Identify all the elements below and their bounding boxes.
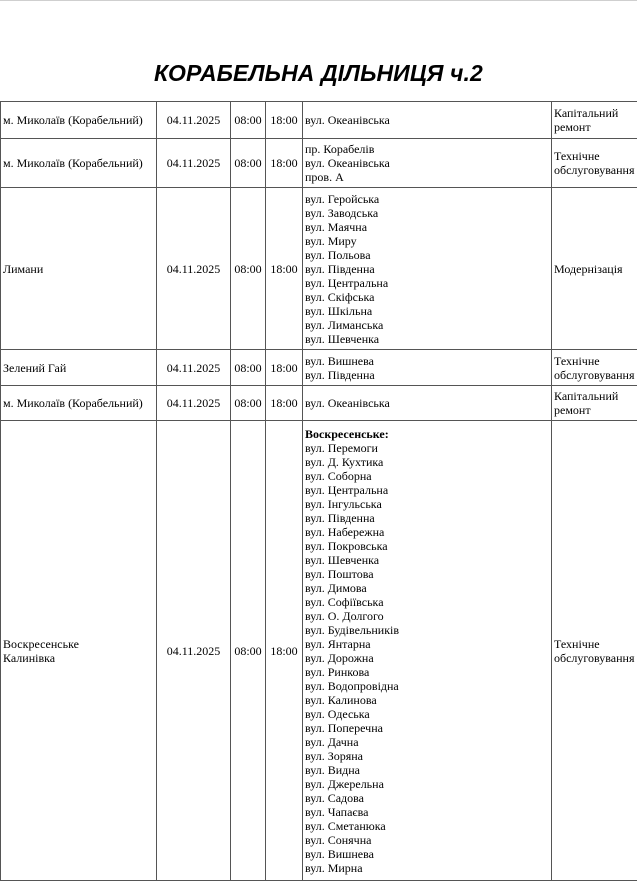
end-time-cell: 18:00 — [266, 102, 303, 139]
work-type-text: Модернізація — [554, 262, 637, 276]
work-type-text: ремонт — [554, 120, 637, 134]
end-time-cell: 18:00 — [266, 139, 303, 188]
street-item: вул. Океанівська — [305, 156, 549, 170]
location-cell — [1, 139, 157, 188]
settlement-heading: Воскресенське: — [305, 427, 549, 441]
street-item: вул. Перемоги — [305, 441, 549, 455]
street-item: вул. Покровська — [305, 539, 549, 553]
street-item: вул. Софіївська — [305, 595, 549, 609]
work-type-cell — [552, 386, 637, 421]
work-type-text: Технічне — [554, 637, 637, 651]
street-item: вул. Маячна — [305, 220, 549, 234]
start-time-cell: 08:00 — [231, 386, 266, 421]
street-item: вул. Будівельників — [305, 623, 549, 637]
street-item: пров. А — [305, 170, 549, 184]
street-item: вул. Ринкова — [305, 665, 549, 679]
street-item: вул. Зоряна — [305, 749, 549, 763]
streets-cell — [303, 421, 552, 881]
location-cell — [1, 421, 157, 881]
work-type-text: обслуговування — [554, 163, 637, 177]
street-item: вул. Поперечна — [305, 721, 549, 735]
street-item: вул. Сонячна — [305, 833, 549, 847]
schedule-body — [1, 102, 637, 881]
location-cell — [1, 102, 157, 139]
start-time-cell: 08:00 — [231, 350, 266, 386]
street-item: вул. Скіфська — [305, 290, 549, 304]
date-cell: 04.11.2025 — [157, 421, 231, 881]
street-item: пр. Корабелів — [305, 142, 549, 156]
street-item: вул. Вишнева — [305, 847, 549, 861]
street-list — [305, 396, 549, 410]
table-row — [1, 102, 637, 139]
start-time-cell: 08:00 — [231, 421, 266, 881]
street-item: вул. Південна — [305, 262, 549, 276]
outage-schedule-table — [0, 101, 637, 881]
street-item: вул. Д. Кухтика — [305, 455, 549, 469]
street-item: вул. Димова — [305, 581, 549, 595]
date-cell: 04.11.2025 — [157, 139, 231, 188]
work-type-cell — [552, 102, 637, 139]
work-type-text: ремонт — [554, 403, 637, 417]
street-item: вул. Миру — [305, 234, 549, 248]
street-item: вул. Сметанюка — [305, 819, 549, 833]
street-item: вул. Калинова — [305, 693, 549, 707]
end-time-cell: 18:00 — [266, 421, 303, 881]
street-item: вул. Польова — [305, 248, 549, 262]
street-item: вул. Дачна — [305, 735, 549, 749]
street-item: вул. Океанівська — [305, 396, 549, 410]
top-divider — [0, 0, 637, 1]
street-item: вул. О. Долгого — [305, 609, 549, 623]
location-name: Воскресенське — [3, 637, 154, 651]
end-time-cell: 18:00 — [266, 188, 303, 350]
street-item: вул. Центральна — [305, 276, 549, 290]
street-item: вул. Південна — [305, 511, 549, 525]
work-type-text: Капітальний — [554, 106, 637, 120]
work-type-cell — [552, 350, 637, 386]
streets-cell — [303, 386, 552, 421]
streets-cell — [303, 102, 552, 139]
table-row — [1, 386, 637, 421]
street-item: вул. Шевченка — [305, 332, 549, 346]
street-list — [305, 354, 549, 382]
street-item: вул. Садова — [305, 791, 549, 805]
street-item: вул. Мирна — [305, 861, 549, 875]
start-time-cell: 08:00 — [231, 102, 266, 139]
date-cell: 04.11.2025 — [157, 188, 231, 350]
street-list — [305, 113, 549, 127]
streets-cell — [303, 139, 552, 188]
location-name: м. Миколаїв (Корабельний) — [3, 113, 154, 127]
street-item: вул. Дорожна — [305, 651, 549, 665]
work-type-text: Капітальний — [554, 389, 637, 403]
location-cell — [1, 350, 157, 386]
work-type-text: обслуговування — [554, 368, 637, 382]
work-type-cell — [552, 139, 637, 188]
street-item: вул. Інгульська — [305, 497, 549, 511]
date-cell: 04.11.2025 — [157, 386, 231, 421]
street-item: вул. Поштова — [305, 567, 549, 581]
location-name: Калинівка — [3, 651, 154, 665]
street-item: вул. Соборна — [305, 469, 549, 483]
work-type-cell — [552, 421, 637, 881]
street-item: вул. Водопровідна — [305, 679, 549, 693]
street-item: вул. Центральна — [305, 483, 549, 497]
street-item: вул. Океанівська — [305, 113, 549, 127]
work-type-cell — [552, 188, 637, 350]
street-list — [305, 142, 549, 184]
street-item: вул. Вишнева — [305, 354, 549, 368]
start-time-cell: 08:00 — [231, 188, 266, 350]
location-cell — [1, 188, 157, 350]
end-time-cell: 18:00 — [266, 386, 303, 421]
street-item: вул. Видна — [305, 763, 549, 777]
table-row — [1, 139, 637, 188]
date-cell: 04.11.2025 — [157, 350, 231, 386]
street-item: вул. Південна — [305, 368, 549, 382]
location-name: Зелений Гай — [3, 361, 154, 375]
street-item: вул. Шкільна — [305, 304, 549, 318]
street-list — [305, 441, 549, 875]
page-title: КОРАБЕЛЬНА ДІЛЬНИЦЯ ч.2 — [0, 58, 637, 88]
table-row — [1, 188, 637, 350]
streets-cell — [303, 350, 552, 386]
work-type-text: Технічне — [554, 354, 637, 368]
date-cell: 04.11.2025 — [157, 102, 231, 139]
table-row — [1, 421, 637, 881]
street-item: вул. Шевченка — [305, 553, 549, 567]
street-list — [305, 192, 549, 346]
street-item: вул. Лиманська — [305, 318, 549, 332]
street-item: вул. Одеська — [305, 707, 549, 721]
work-type-text: обслуговування — [554, 651, 637, 665]
streets-cell — [303, 188, 552, 350]
street-item: вул. Заводська — [305, 206, 549, 220]
table-row — [1, 350, 637, 386]
work-type-text: Технічне — [554, 149, 637, 163]
street-item: вул. Набережна — [305, 525, 549, 539]
start-time-cell: 08:00 — [231, 139, 266, 188]
street-item: вул. Чапаєва — [305, 805, 549, 819]
location-name: Лимани — [3, 262, 154, 276]
street-item: вул. Геройська — [305, 192, 549, 206]
location-name: м. Миколаїв (Корабельний) — [3, 156, 154, 170]
location-cell — [1, 386, 157, 421]
location-name: м. Миколаїв (Корабельний) — [3, 396, 154, 410]
street-item: вул. Джерельна — [305, 777, 549, 791]
end-time-cell: 18:00 — [266, 350, 303, 386]
street-item: вул. Янтарна — [305, 637, 549, 651]
